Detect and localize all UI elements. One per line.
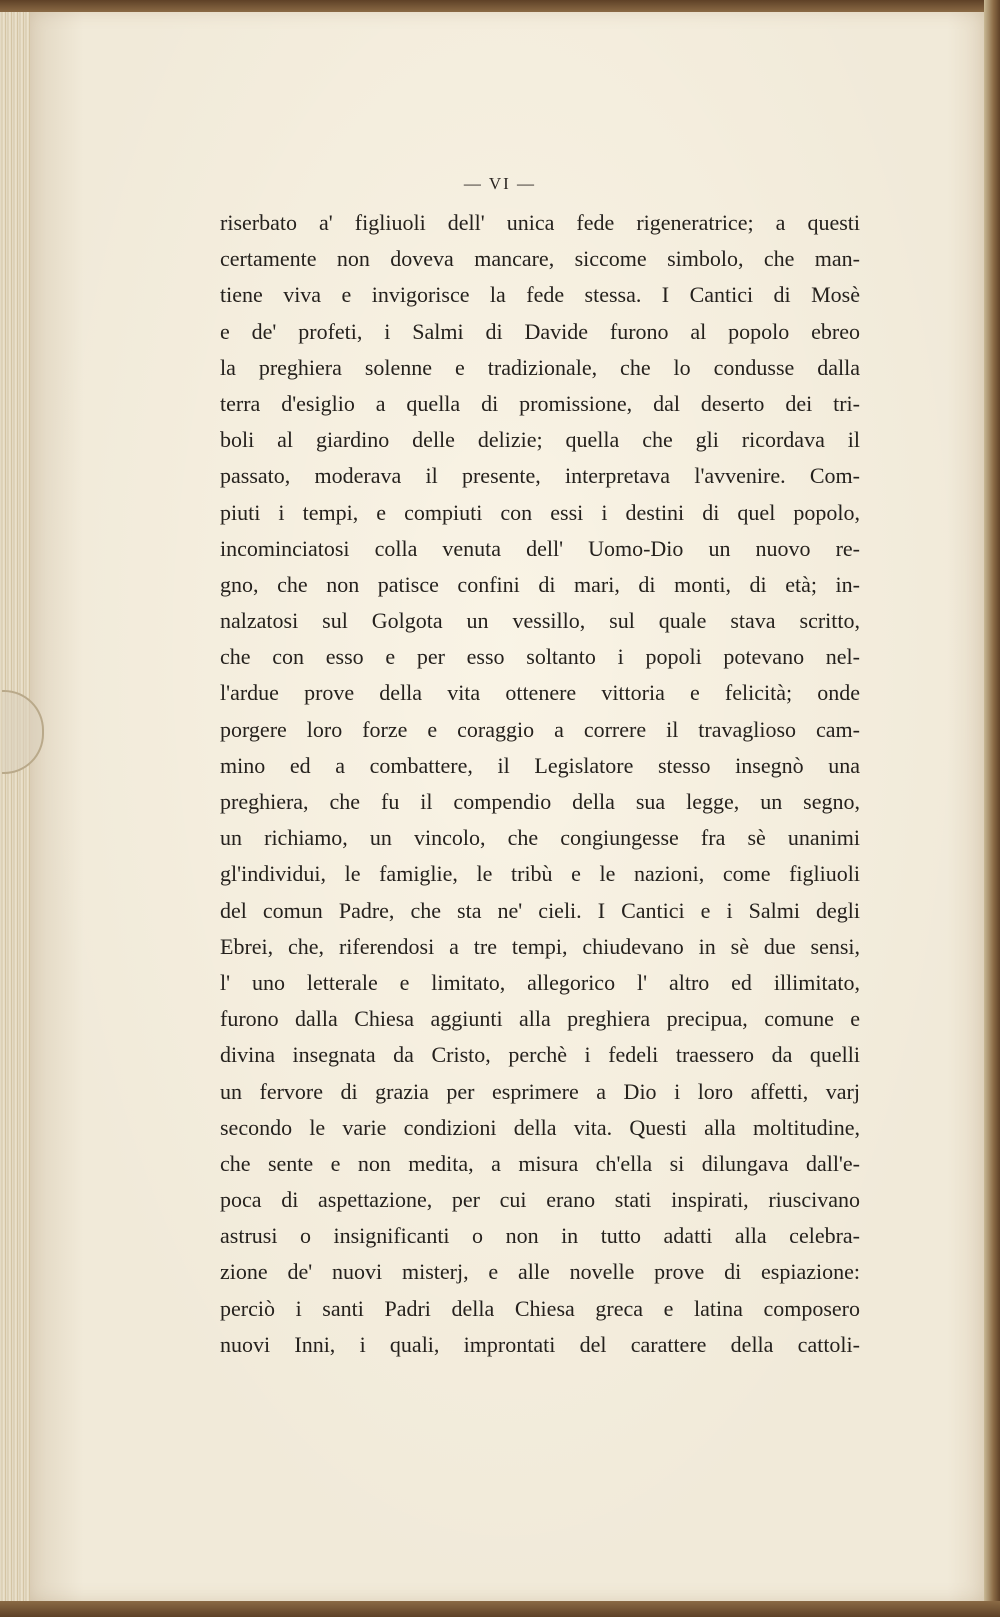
text-line: preghiera, che fu il compendio della sua legge, un segno, [220,789,860,814]
text-line: del comun Padre, che sta ne' cieli. I Cantici e i Salmi degli [220,897,860,923]
text-line: porgere loro forze e coraggio a correre il travaglioso cam- [220,716,860,742]
text-line: astrusi o insignificanti o non in tutto adatti alla celebra- [220,1223,860,1249]
text-line: gl'individui, le famiglie, le tribù e le nazioni, come figliuoli [220,861,860,887]
text-line: zione de' nuovi misterj, e alle novelle prove di espiazione: [220,1259,860,1285]
text-line: certamente non doveva mancare, siccome simbolo, che man- [220,246,860,272]
text-line: l' uno letterale e limitato, allegorico l' altro ed illimitato, [220,969,860,995]
text-line: furono dalla Chiesa aggiunti alla preghiera precipua, comune e [220,1006,860,1032]
text-line: e de' profeti, i Salmi di Davide furono al popolo ebreo [220,318,860,344]
text-line: che sente e non medita, a misura ch'ella si dilungava dall'e- [220,1150,860,1176]
text-line: secondo le varie condizioni della vita. Questi alla moltitudine, [220,1114,860,1140]
text-line: passato, moderava il presente, interpretava l'avvenire. Com- [220,463,860,489]
book-right-edge [984,0,1000,1617]
text-line: riserbato a' figliuoli dell' unica fede rigeneratrice; a questi [220,210,860,235]
text-line: perciò i santi Padri della Chiesa greca e latina composero [220,1295,860,1321]
body-text [220,205,860,1363]
text-line: gno, che non patisce confini di mari, di monti, di età; in- [220,571,860,597]
book-binding-edge [0,0,30,1617]
text-line: un fervore di grazia per esprimere a Dio i loro affetti, varj [220,1078,860,1104]
text-line: nalzatosi sul Golgota un vessillo, sul quale stava scritto, [220,608,860,634]
text-line: tiene viva e invigorisce la fede stessa. I Cantici di Mosè [220,282,860,308]
text-line: piuti i tempi, e compiuti con essi i destini di quel popolo, [220,499,860,525]
text-line: boli al giardino delle delizie; quella che gli ricordava il [220,427,860,453]
page-number: — VI — [463,174,537,193]
text-line: Ebrei, che, riferendosi a tre tempi, chiudevano in sè due sensi, [220,933,860,959]
text-line: un richiamo, un vincolo, che congiungesse fra sè unanimi [220,825,860,851]
text-line: divina insegnata da Cristo, perchè i fedeli traessero da quelli [220,1042,860,1068]
text-line: incominciatosi colla venuta dell' Uomo-Dio un nuovo re- [220,535,860,561]
text-line: l'ardue prove della vita ottenere vittoria e felicità; onde [220,680,860,706]
text-line: nuovi Inni, i quali, improntati del carattere della cattoli- [220,1331,860,1357]
text-line: la preghiera solenne e tradizionale, che lo condusse dalla [220,354,860,380]
book-bottom-edge [0,1601,1000,1617]
book-top-edge [0,0,1000,12]
text-line: terra d'esiglio a quella di promissione, dal deserto dei tri- [220,390,860,416]
text-line: mino ed a combattere, il Legislatore stesso insegnò una [220,752,860,778]
text-line: poca di aspettazione, per cui erano stati inspirati, riuscivano [220,1187,860,1213]
text-line: che con esso e per esso soltanto i popoli potevano nel- [220,644,860,670]
